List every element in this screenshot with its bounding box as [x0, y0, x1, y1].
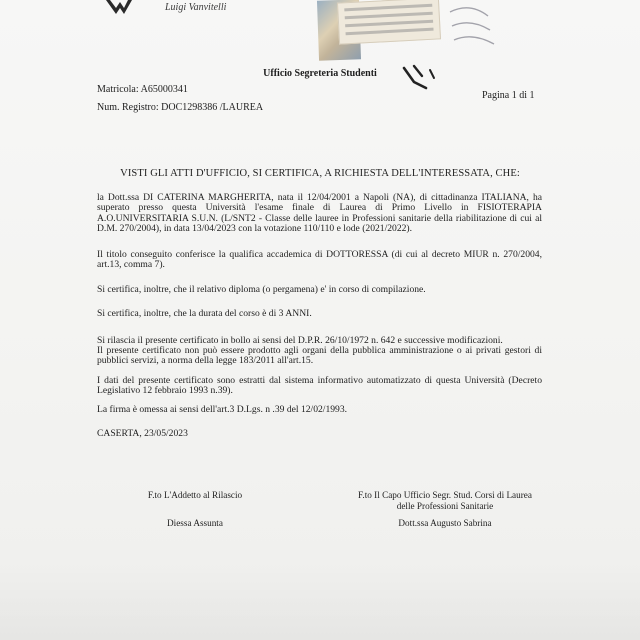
registration-number: Num. Registro: DOC1298386 /LAUREA [97, 102, 264, 113]
seal-stamp-icon [440, 2, 500, 57]
matricola: Matricola: A65000341 [97, 84, 188, 95]
signature-omitted-note: La firma è omessa ai sensi dell'art.3 D.Lgs. n .39 del 12/02/1993. [97, 404, 348, 415]
left-signature-name: Diessa Assunta [167, 518, 223, 528]
stamp-duty-note: Si rilascia il presente certificato in bollo ai sensi del D.P.R. 26/10/1972 n. 642 e successive modificazioni. [97, 335, 503, 346]
right-signature-title: F.to Il Capo Ufficio Segr. Stud. Corsi di Laurea [358, 490, 532, 500]
usage-restriction: Il presente certificato non può essere prodotto agli organi della pubblica amministrazione o ai privati gestori di pubblici servizi, a norma della legge 183/2011 all'art.15. [97, 345, 542, 367]
university-name: Luigi Vanvitelli [165, 2, 227, 13]
graduation-paragraph: la Dott.ssa DI CATERINA MARGHERITA, nata il 12/04/2001 a Napoli (NA), di cittadinanza ITALIANA, ha superato presso questa Università l'esame finale di Laurea di Primo Livello in FISIOTERAPIA A.O.UNIVERSITARIA S.U.N. (L/SNT2 - Classe delle lauree in Professioni sanitarie della riabilitazione di cui al D.M. 270/2004), in data 13/04/2023 con la votazione 110/110 e lode (2021/2022). [97, 192, 542, 235]
left-signature-title: F.to L'Addetto al Rilascio [147, 490, 243, 500]
place-date: CASERTA, 23/05/2023 [97, 428, 188, 439]
office-title: Ufficio Segreteria Studenti [263, 68, 377, 79]
stamp-label [337, 0, 441, 45]
ink-mark-icon [400, 58, 440, 98]
course-duration: Si certifica, inoltre, che la durata del corso è di 3 ANNI. [97, 308, 312, 319]
right-signature-subtitle: delle Professioni Sanitarie [396, 501, 494, 511]
data-source-note: I dati del presente certificato sono estratti dal sistema informativo automatizzato di questa Università (Decreto Legislativo 12 febbraio 1993 n.39). [97, 375, 542, 397]
paper-shadow [0, 560, 640, 640]
right-signature-name: Dott.ssa Augusto Sabrina [398, 518, 492, 528]
diploma-status: Si certifica, inoltre, che il relativo diploma (o pergamena) e' in corso di compilazione. [97, 284, 426, 295]
page-number: Pagina 1 di 1 [482, 90, 535, 101]
qualification-paragraph: Il titolo conseguito conferisce la qualifica accademica di DOTTORESSA (di cui al decreto MIUR n. 270/2004, art.13, comma 7). [97, 249, 542, 271]
certificate-heading: VISTI GLI ATTI D'UFFICIO, SI CERTIFICA, A RICHIESTA DELL'INTERESSATA, CHE: [120, 168, 520, 179]
university-logo-icon [104, 0, 134, 14]
